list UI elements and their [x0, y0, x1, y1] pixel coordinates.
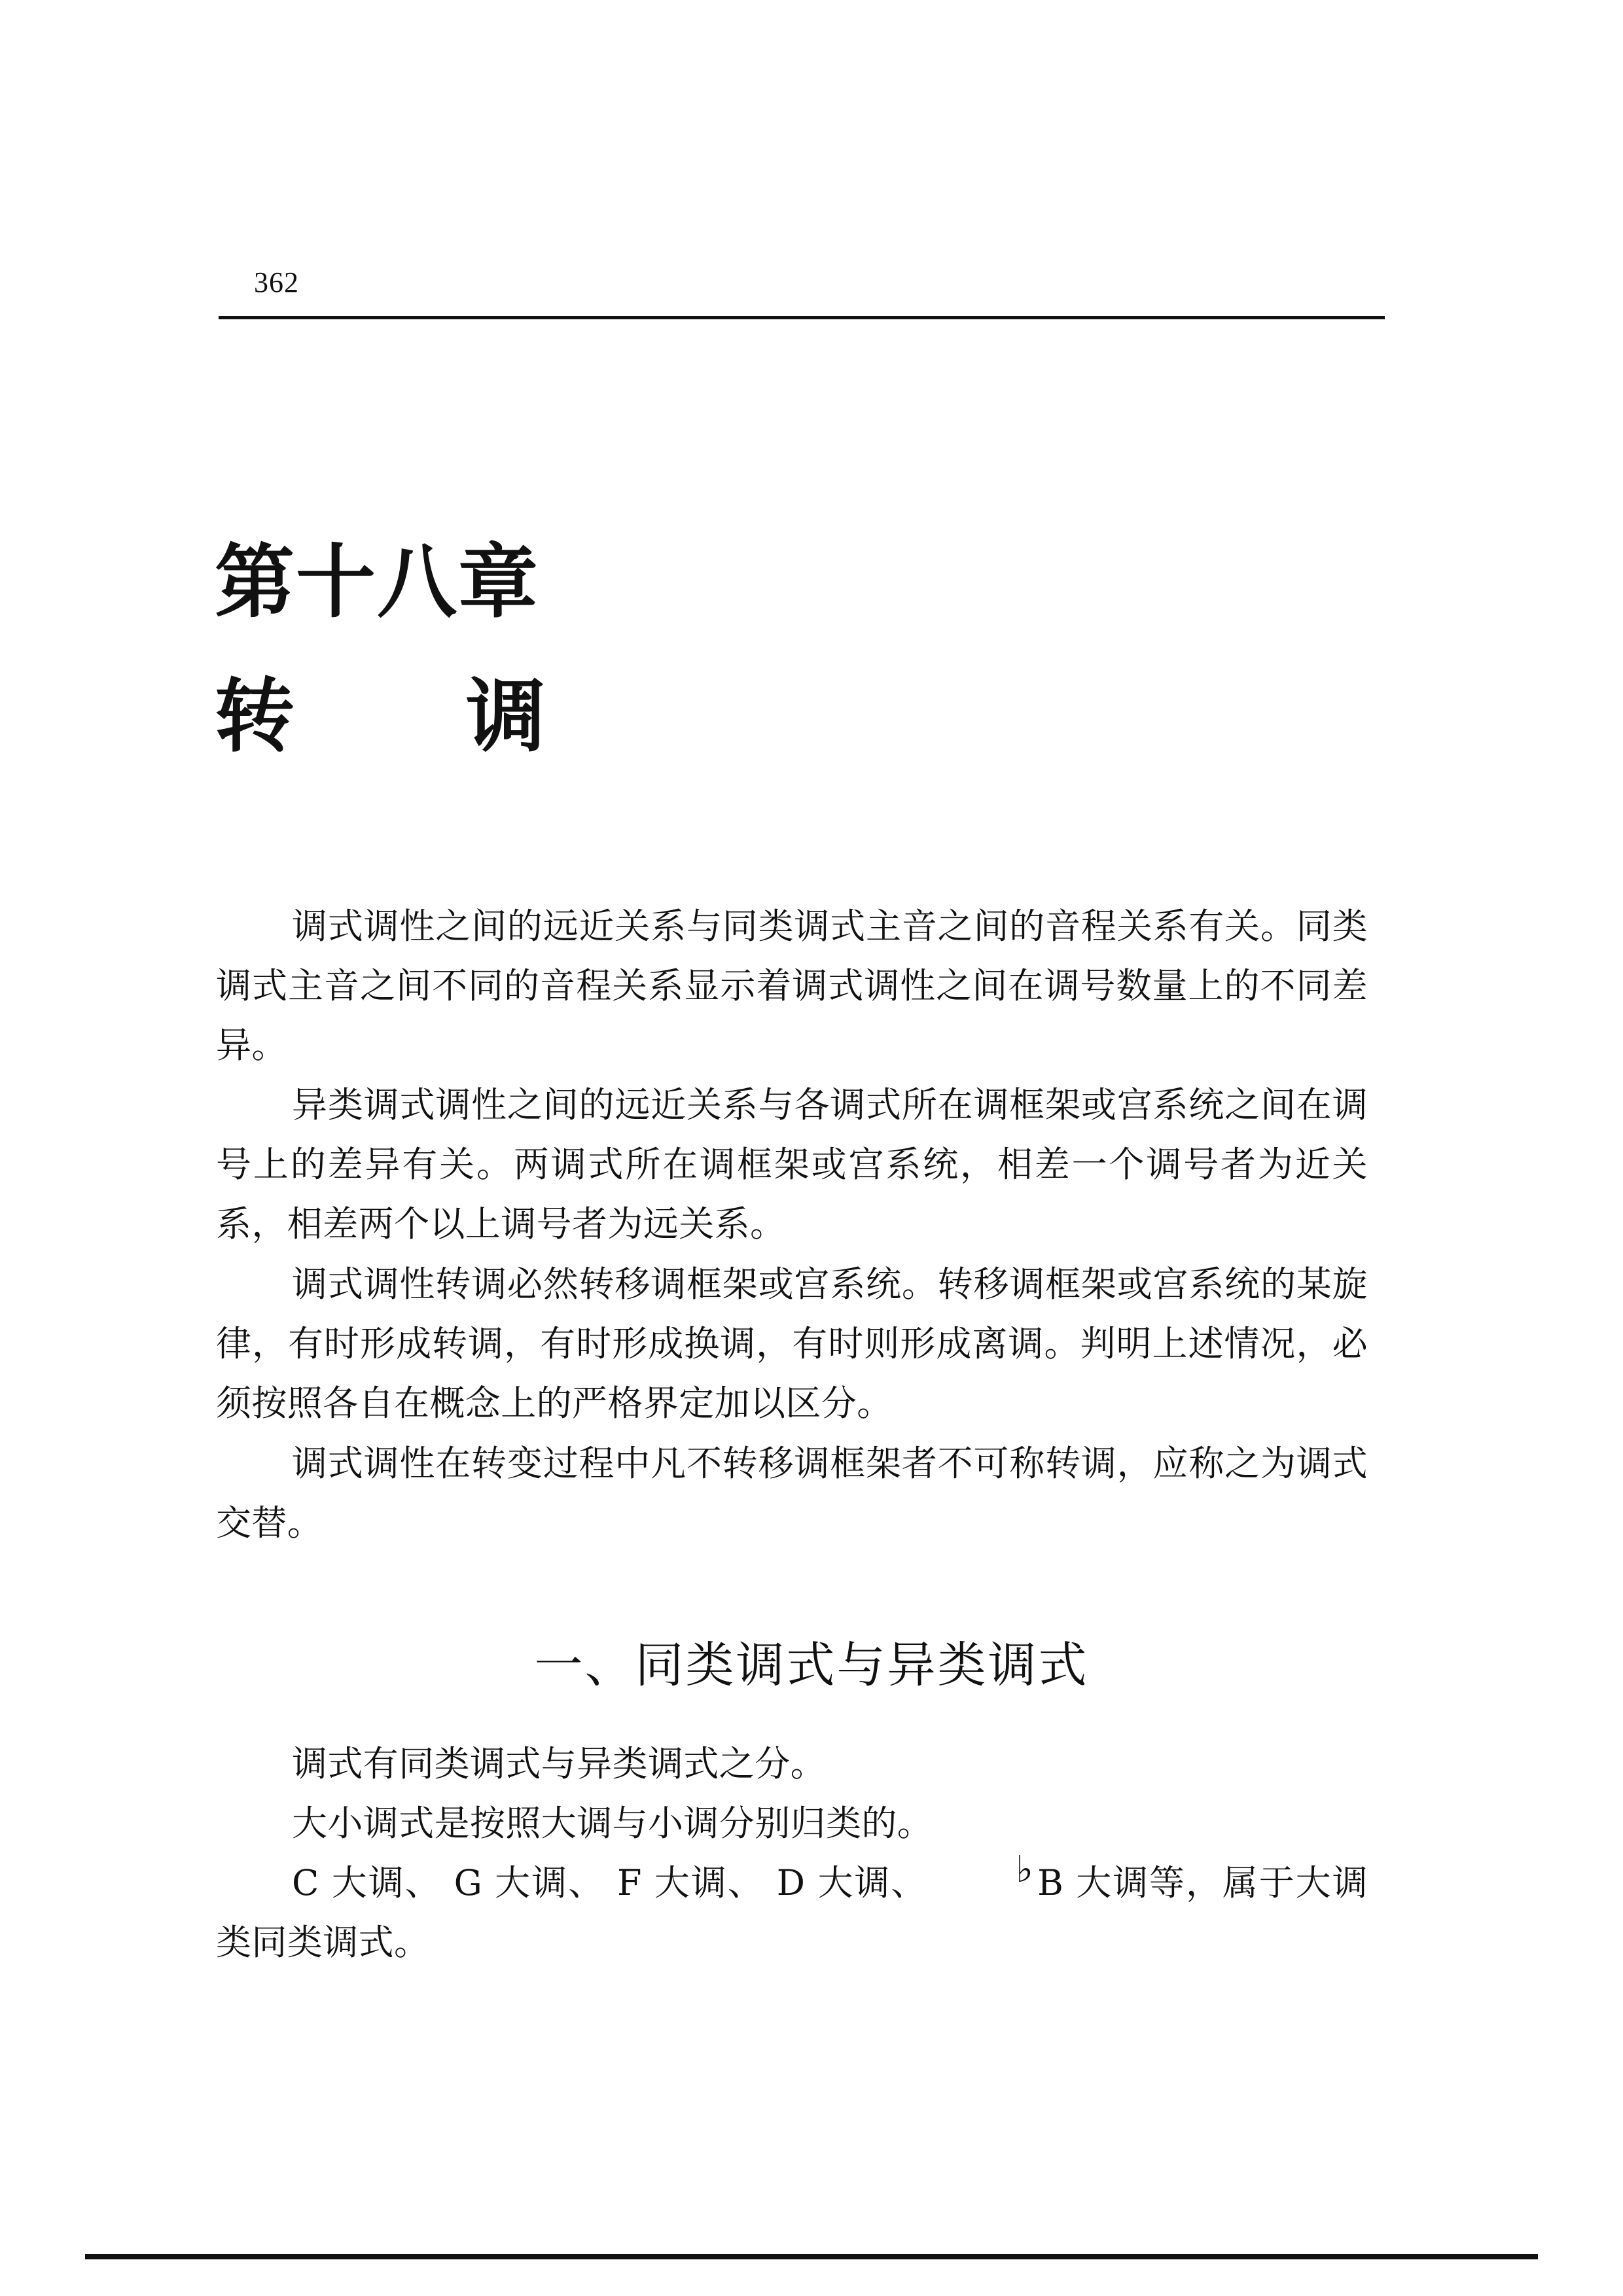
intro-paragraph-1: 调式调性之间的远近关系与同类调式主音之间的音程关系有关。同类调式主音之间不同的音程关系显示着调式调性之间在调号数量上的不同差异。 [216, 906, 1368, 1066]
intro-paragraph-4: 调式调性在转变过程中凡不转移调框架者不可称转调，应称之为调式交替。 [216, 1443, 1368, 1544]
footer-rule [85, 2254, 1538, 2259]
flat-sign: ♭ [1016, 1848, 1034, 1891]
chapter-title [215, 667, 546, 766]
section-paragraph-1: 调式有同类调式与异类调式之分。 [292, 1743, 826, 1784]
section-paragraph-3 [216, 1848, 1368, 1972]
section-paragraph-2: 大小调式是按照大调与小调分别归类的。 [292, 1803, 933, 1844]
keys-text-end: B 大调等，属于大调类同类调式。 [216, 1862, 1368, 1963]
header-rule [219, 316, 1385, 319]
section-heading: 一、同类调式与异类调式 [534, 1637, 1089, 1693]
chapter-title-char-1: 转 [215, 670, 294, 763]
chapter-number: 第十八章 [215, 536, 539, 629]
page-number: 362 [254, 266, 299, 298]
chapter-title-char-2: 调 [466, 670, 546, 763]
keys-text-start: C 大调、 G 大调、 F 大调、 D 大调、 [292, 1862, 940, 1903]
intro-paragraph-2: 异类调式调性之间的远近关系与各调式所在调框架或宫系统之间在调号上的差异有关。两调式所在调框架或宫系统，相差一个调号者为近关系，相差两个以上调号者为远关系。 [216, 1084, 1368, 1245]
intro-paragraph-3: 调式调性转调必然转移调框架或宫系统。转移调框架或宫系统的某旋律，有时形成转调，有时形成换调，有时则形成离调。判明上述情况，必须按照各自在概念上的严格界定加以区分。 [216, 1263, 1368, 1424]
